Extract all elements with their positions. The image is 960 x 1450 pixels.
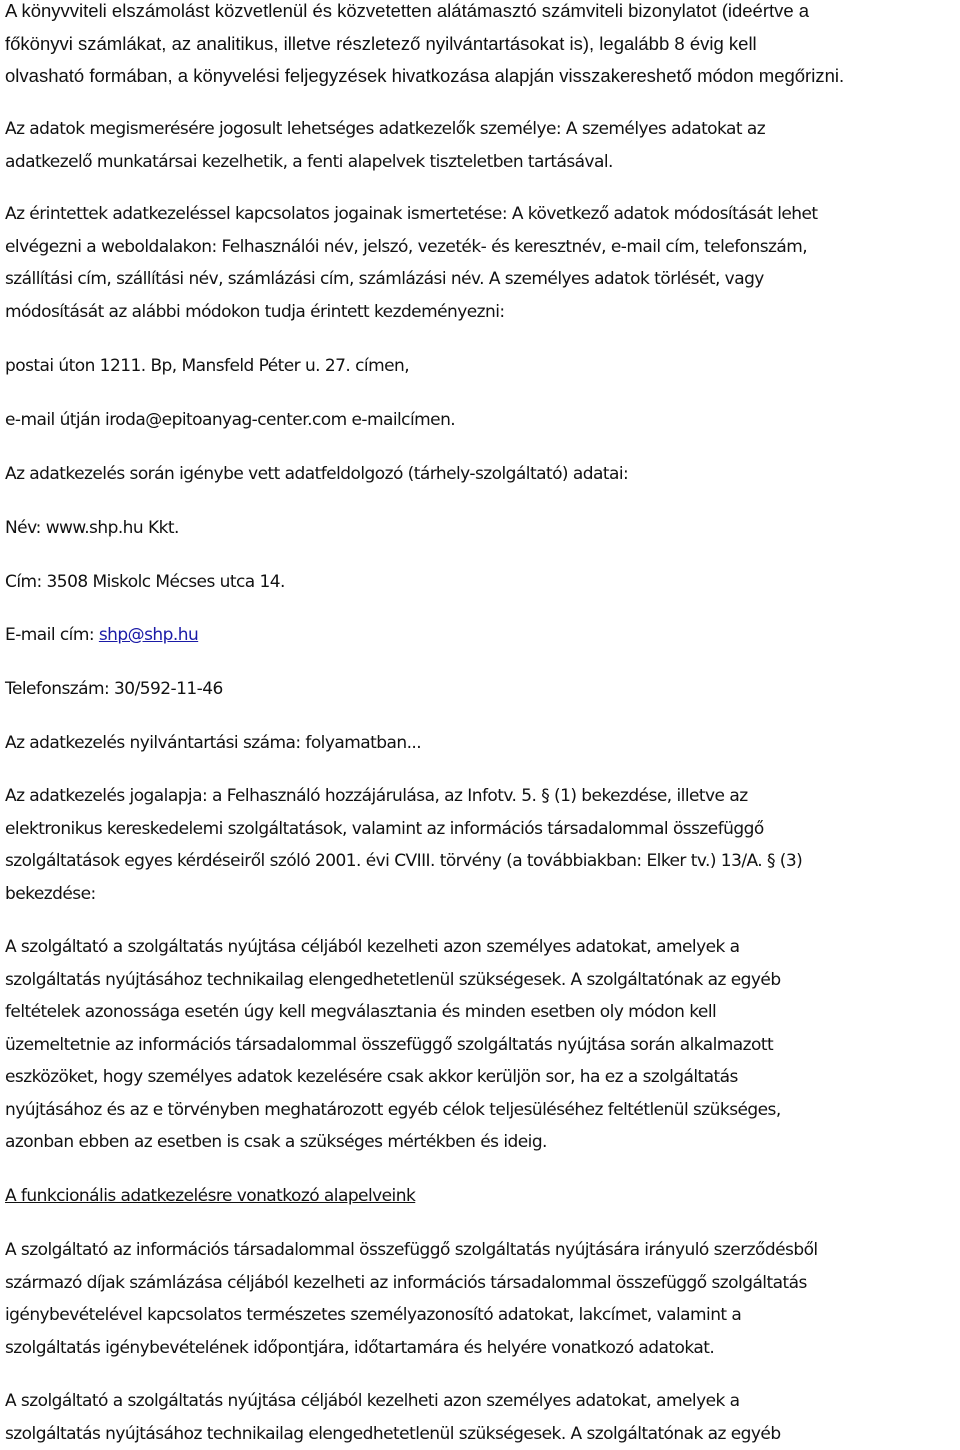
paragraph-line: feltételek azonossága esetén úgy kell megválasztania és minden esetben oly módon kell [5,996,781,1029]
final-paragraph [5,1385,781,1450]
paragraph-line: elvégezni a weboldalakon: Felhasználói név, jelszó, vezeték- és keresztnév, e-mail cím, telefonszám, [5,231,818,264]
rights-paragraph [5,198,818,328]
billing-paragraph [5,1234,818,1364]
access-paragraph [5,113,765,178]
registry-line: Az adatkezelés nyilvántartási száma: folyamatban... [5,727,421,760]
paragraph-line: A szolgáltató a szolgáltatás nyújtása céljából kezelheti azon személyes adatokat, amelyek a [5,1385,781,1418]
paragraph-line: főkönyvi számlákat, az analitikus, illetve részletező nyilvántartásokat is), legalább 8 évig kell [5,28,844,61]
functional-heading-text: A funkcionális adatkezelésre vonatkozó alapelveink [5,1186,415,1206]
paragraph-line: szolgáltatás nyújtásához technikailag elengedhetetlenül szükségesek. A szolgáltatónak az egyéb [5,1418,781,1450]
paragraph-line: igénybevételével kapcsolatos természetes személyazonosító adatokat, lakcímet, valamint a [5,1299,818,1332]
paragraph-line: adatkezelő munkatársai kezelhetik, a fenti alapelvek tiszteletben tartásával. [5,146,765,179]
paragraph-line: Az adatkezelés jogalapja: a Felhasználó hozzájárulása, az Infotv. 5. § (1) bekezdése, illetve az [5,780,802,813]
legal-basis-paragraph [5,780,802,910]
paragraph-line: nyújtásához és az e törvényben meghatározott egyéb célok teljesüléséhez feltétlenül szükséges, [5,1094,781,1127]
processor-email-label: E-mail cím: [5,625,99,645]
retention-paragraph [5,0,844,93]
paragraph-line: szolgáltatás igénybevételének időpontjára, időtartamára és helyére vonatkozó adatokat. [5,1332,818,1365]
paragraph-line: származó díjak számlázása céljából kezelheti az információs társadalommal összefüggő szolgáltatás [5,1267,818,1300]
paragraph-line: A szolgáltató a szolgáltatás nyújtása céljából kezelheti azon személyes adatokat, amelyek a [5,931,781,964]
paragraph-line: azonban ebben az esetben is csak a szükséges mértékben és ideig. [5,1126,781,1159]
postal-line: postai úton 1211. Bp, Mansfeld Péter u. 27. címen, [5,350,409,383]
paragraph-line: módosítását az alábbi módokon tudja érintett kezdeményezni: [5,296,818,329]
processor-email [5,619,198,652]
paragraph-line: szolgáltatások egyes kérdéseiről szóló 2001. évi CVIII. törvény (a továbbiakban: Elker tv.) 13/A. § (3) [5,845,802,878]
paragraph-line: olvasható formában, a könyvelési feljegyzések hivatkozása alapján visszakereshető módon megőrizni. [5,60,844,93]
paragraph-line: Az adatok megismerésére jogosult lehetséges adatkezelők személye: A személyes adatokat az [5,113,765,146]
processor-address: Cím: 3508 Miskolc Mécses utca 14. [5,566,285,599]
processor-heading: Az adatkezelés során igénybe vett adatfeldolgozó (tárhely-szolgáltató) adatai: [5,458,628,491]
processor-email-link[interactable]: shp@shp.hu [99,625,198,645]
provider-paragraph [5,931,781,1159]
processor-name: Név: www.shp.hu Kkt. [5,512,179,545]
paragraph-line: Az érintettek adatkezeléssel kapcsolatos jogainak ismertetése: A következő adatok módosítását lehet [5,198,818,231]
paragraph-line: szállítási cím, szállítási név, számlázási cím, számlázási név. A személyes adatok törlését, vagy [5,263,818,296]
paragraph-line: elektronikus kereskedelemi szolgáltatások, valamint az információs társadalommal összefüggő [5,813,802,846]
functional-heading [5,1180,415,1213]
email-line: e-mail útján iroda@epitoanyag-center.com e-mailcímen. [5,404,455,437]
processor-phone: Telefonszám: 30/592-11-46 [5,673,223,706]
paragraph-line: szolgáltatás nyújtásához technikailag elengedhetetlenül szükségesek. A szolgáltatónak az egyéb [5,964,781,997]
paragraph-line: eszközöket, hogy személyes adatok kezelésére csak akkor kerüljön sor, ha ez a szolgáltatás [5,1061,781,1094]
paragraph-line: A szolgáltató az információs társadalommal összefüggő szolgáltatás nyújtására irányuló szerződésből [5,1234,818,1267]
paragraph-line: A könyvviteli elszámolást közvetlenül és közvetetten alátámasztó számviteli bizonylatot (ideértve a [5,0,844,28]
paragraph-line: üzemeltetnie az információs társadalommal összefüggő szolgáltatás nyújtása során alkalmazott [5,1029,781,1062]
paragraph-line: bekezdése: [5,878,802,911]
